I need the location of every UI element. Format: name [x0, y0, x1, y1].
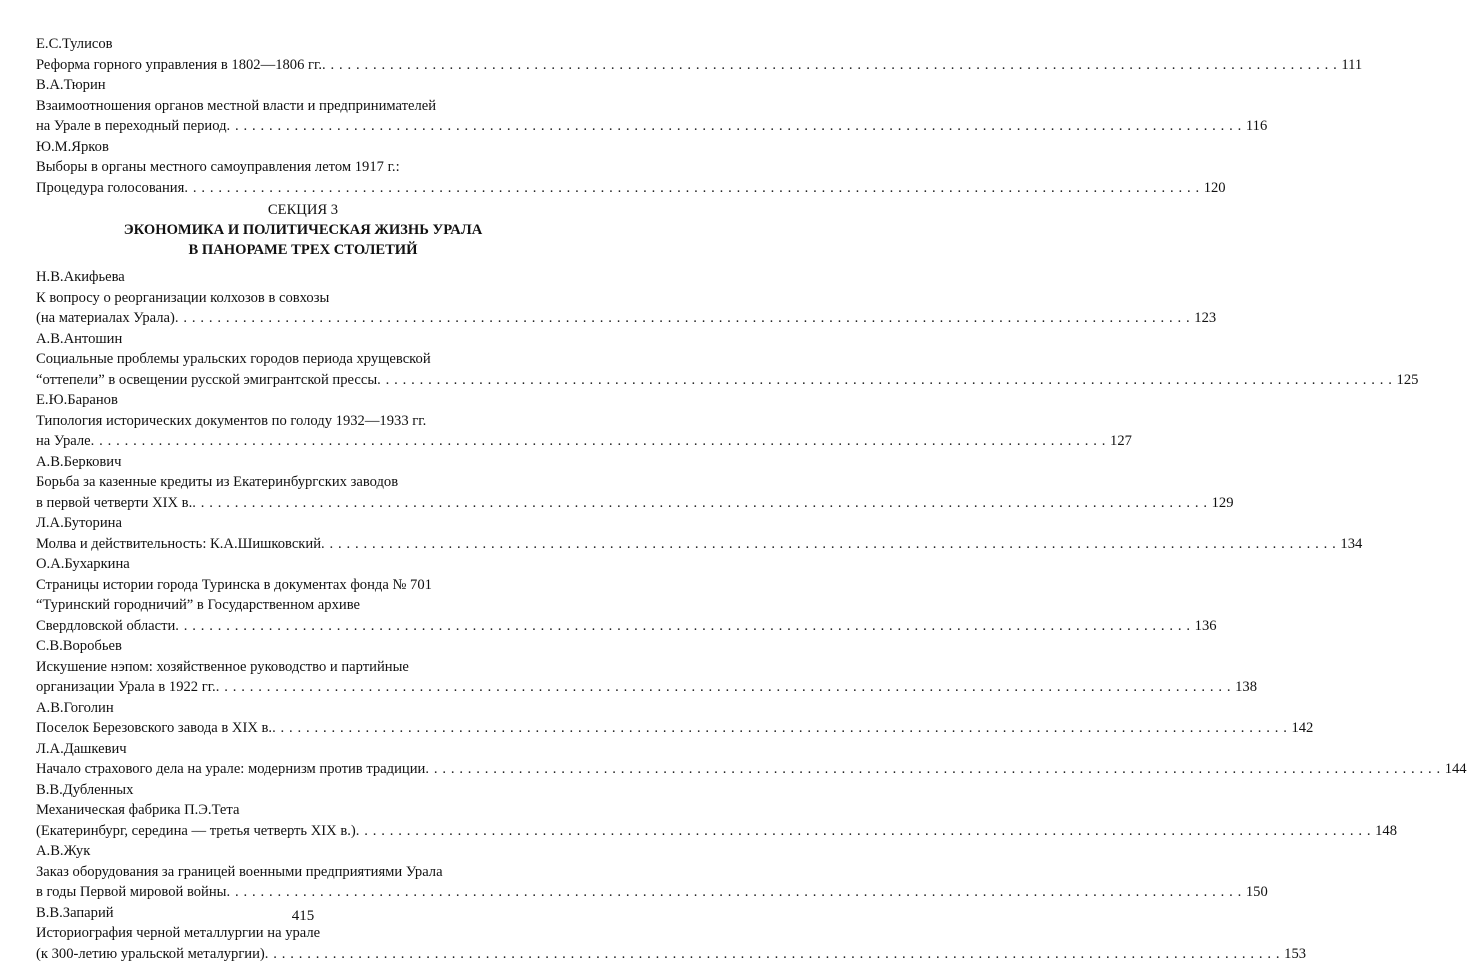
toc-entry-author: А.В.Жук [36, 841, 569, 862]
toc-entry-last-line [36, 882, 569, 903]
leader-dots: . . . . . . . . . . . . . . . . . . . . . . . . . . . . . . . . . . . . . . . . . . . . . . . . . . . . . . . . . . . . . . . . . . . . . . . . . . . . . . . . . . . . . . . . . . . . . . . . . . . . . . . . . . . . . . . . . . . . . . . . [175, 308, 1190, 329]
toc-entry-page-number: 111 [1337, 55, 1362, 76]
toc-entry-page-number: 134 [1336, 534, 1362, 555]
toc-entry-title-line: К вопросу о реорганизации колхозов в совхозы [36, 288, 569, 309]
leader-dots: . . . . . . . . . . . . . . . . . . . . . . . . . . . . . . . . . . . . . . . . . . . . . . . . . . . . . . . . . . . . . . . . . . . . . . . . . . . . . . . . . . . . . . . . . . . . . . . . . . . . . . . . . . . . . . . . . . . . . . . . [91, 431, 1106, 452]
toc-entry-page-number: 150 [1242, 882, 1268, 903]
toc-entry-author: Ю.М.Ярков [36, 137, 569, 158]
page-number: 415 [0, 906, 606, 927]
toc-entry-author: О.А.Бухаркина [36, 554, 569, 575]
toc-entry-author: Н.В.Акифьева [36, 267, 569, 288]
section-title-line-1: ЭКОНОМИКА И ПОЛИТИЧЕСКАЯ ЖИЗНЬ УРАЛА [0, 220, 606, 240]
toc-entry-last-line [36, 431, 569, 452]
leader-dots: . . . . . . . . . . . . . . . . . . . . . . . . . . . . . . . . . . . . . . . . . . . . . . . . . . . . . . . . . . . . . . . . . . . . . . . . . . . . . . . . . . . . . . . . . . . . . . . . . . . . . . . . . . . . . . . . . . . . . . . . [356, 821, 1371, 842]
leader-dots: . . . . . . . . . . . . . . . . . . . . . . . . . . . . . . . . . . . . . . . . . . . . . . . . . . . . . . . . . . . . . . . . . . . . . . . . . . . . . . . . . . . . . . . . . . . . . . . . . . . . . . . . . . . . . . . . . . . . . . . . [321, 534, 1336, 555]
toc-entry-author: А.В.Гоголин [36, 698, 569, 719]
toc-entry-title-line: Выборы в органы местного самоуправления летом 1917 г.: [36, 157, 569, 178]
toc-entry-title-line: Механическая фабрика П.Э.Тета [36, 800, 569, 821]
toc-entry-title-end: “оттепели” в освещении русской эмигрантской прессы [36, 370, 377, 391]
toc-entry-author: Е.С.Тулисов [36, 34, 569, 55]
toc-entry-page-number: 138 [1231, 677, 1257, 698]
toc-entry-author: Е.Ю.Баранов [36, 390, 569, 411]
toc-entry-last-line [36, 370, 569, 391]
toc-entry-last-line [36, 116, 569, 137]
toc-entry-title-end: на Урале [36, 431, 91, 452]
toc-entry [36, 698, 569, 739]
toc-entry-page-number: 142 [1287, 718, 1313, 739]
book-page [0, 0, 606, 960]
toc-entry-page-number: 127 [1106, 431, 1132, 452]
toc-entry [36, 452, 569, 514]
toc-entry-author: А.В.Беркович [36, 452, 569, 473]
toc-entry-page-number: 120 [1200, 178, 1226, 199]
toc-entry-last-line [36, 308, 569, 329]
toc-entry-title-line: Заказ оборудования за границей военными предприятиями Урала [36, 862, 569, 883]
leader-dots: . . . . . . . . . . . . . . . . . . . . . . . . . . . . . . . . . . . . . . . . . . . . . . . . . . . . . . . . . . . . . . . . . . . . . . . . . . . . . . . . . . . . . . . . . . . . . . . . . . . . . . . . . . . . . . . . . . . . . . . . [272, 718, 1287, 739]
leader-dots: . . . . . . . . . . . . . . . . . . . . . . . . . . . . . . . . . . . . . . . . . . . . . . . . . . . . . . . . . . . . . . . . . . . . . . . . . . . . . . . . . . . . . . . . . . . . . . . . . . . . . . . . . . . . . . . . . . . . . . . . [216, 677, 1231, 698]
toc-entry-title-line: Взаимоотношения органов местной власти и предпринимателей [36, 96, 569, 117]
toc-entry-last-line [36, 616, 569, 637]
toc-entry-title-line: Борьба за казенные кредиты из Екатеринбургских заводов [36, 472, 569, 493]
toc-entry-title-end: (Екатеринбург, середина — третья четверть XIX в.) [36, 821, 356, 842]
toc-entry-page-number: 116 [1242, 116, 1267, 137]
leader-dots: . . . . . . . . . . . . . . . . . . . . . . . . . . . . . . . . . . . . . . . . . . . . . . . . . . . . . . . . . . . . . . . . . . . . . . . . . . . . . . . . . . . . . . . . . . . . . . . . . . . . . . . . . . . . . . . . . . . . . . . . [425, 759, 1440, 780]
toc-entry [36, 75, 569, 137]
toc-entry-last-line [36, 944, 569, 964]
toc-entry-page-number: 125 [1393, 370, 1419, 391]
toc-entry-title-end: в первой четверти XIX в. [36, 493, 192, 514]
toc-entry-author: Л.А.Буторина [36, 513, 569, 534]
toc-entry-title-end: Реформа горного управления в 1802—1806 гг. [36, 55, 322, 76]
toc-entry-author: А.В.Антошин [36, 329, 569, 350]
leader-dots: . . . . . . . . . . . . . . . . . . . . . . . . . . . . . . . . . . . . . . . . . . . . . . . . . . . . . . . . . . . . . . . . . . . . . . . . . . . . . . . . . . . . . . . . . . . . . . . . . . . . . . . . . . . . . . . . . . . . . . . . [265, 944, 1280, 964]
leader-dots: . . . . . . . . . . . . . . . . . . . . . . . . . . . . . . . . . . . . . . . . . . . . . . . . . . . . . . . . . . . . . . . . . . . . . . . . . . . . . . . . . . . . . . . . . . . . . . . . . . . . . . . . . . . . . . . . . . . . . . . . [192, 493, 1207, 514]
toc-entry-title-end: (на материалах Урала) [36, 308, 175, 329]
toc-entry [36, 739, 569, 780]
toc-entry-title-line: Искушение нэпом: хозяйственное руководство и партийные [36, 657, 569, 678]
toc-entry-title-end: Процедура голосования [36, 178, 184, 199]
toc-entry-title-end: Свердловской области [36, 616, 175, 637]
leader-dots: . . . . . . . . . . . . . . . . . . . . . . . . . . . . . . . . . . . . . . . . . . . . . . . . . . . . . . . . . . . . . . . . . . . . . . . . . . . . . . . . . . . . . . . . . . . . . . . . . . . . . . . . . . . . . . . . . . . . . . . . [175, 616, 1190, 637]
section-number: СЕКЦИЯ 3 [0, 200, 606, 220]
toc-entry-page-number: 148 [1371, 821, 1397, 842]
toc-entry-title-line: Типология исторических документов по голоду 1932—1933 гг. [36, 411, 569, 432]
leader-dots: . . . . . . . . . . . . . . . . . . . . . . . . . . . . . . . . . . . . . . . . . . . . . . . . . . . . . . . . . . . . . . . . . . . . . . . . . . . . . . . . . . . . . . . . . . . . . . . . . . . . . . . . . . . . . . . . . . . . . . . . [227, 116, 1242, 137]
toc-entry-author: В.А.Тюрин [36, 75, 569, 96]
toc-entry [36, 329, 569, 391]
toc-entry-title-end: на Урале в переходный период [36, 116, 227, 137]
toc-entry-title-end: в годы Первой мировой войны [36, 882, 226, 903]
toc-entry-last-line [36, 677, 569, 698]
toc-entry-last-line [36, 534, 569, 555]
toc-entry [36, 554, 569, 636]
toc-entry-last-line [36, 493, 569, 514]
toc-entry-title-end: организации Урала в 1922 гг. [36, 677, 216, 698]
toc-entry-title-end: Молва и действительность: К.А.Шишковский [36, 534, 321, 555]
toc-entry-title-line: “Туринский городничий” в Государственном архиве [36, 595, 569, 616]
toc-entry-author: В.В.Дубленных [36, 780, 569, 801]
toc-entry-page-number: 136 [1191, 616, 1217, 637]
toc-entry [36, 841, 569, 903]
toc-entry [36, 34, 569, 75]
toc-entry-page-number: 144 [1441, 759, 1467, 780]
toc-entry-page-number: 129 [1208, 493, 1234, 514]
leader-dots: . . . . . . . . . . . . . . . . . . . . . . . . . . . . . . . . . . . . . . . . . . . . . . . . . . . . . . . . . . . . . . . . . . . . . . . . . . . . . . . . . . . . . . . . . . . . . . . . . . . . . . . . . . . . . . . . . . . . . . . . [322, 55, 1337, 76]
toc-entry-last-line [36, 178, 569, 199]
leader-dots: . . . . . . . . . . . . . . . . . . . . . . . . . . . . . . . . . . . . . . . . . . . . . . . . . . . . . . . . . . . . . . . . . . . . . . . . . . . . . . . . . . . . . . . . . . . . . . . . . . . . . . . . . . . . . . . . . . . . . . . . [377, 370, 1392, 391]
toc-entry-title-end: (к 300-летию уральской металургии) [36, 944, 265, 964]
toc-entry-title-line: Историография черной металлургии на урале [36, 923, 569, 944]
toc-entry [36, 513, 569, 554]
section-title-line-2: В ПАНОРАМЕ ТРЕХ СТОЛЕТИЙ [0, 240, 606, 260]
toc-entry [36, 267, 569, 329]
toc-entry-title-end: Поселок Березовского завода в XIX в. [36, 718, 272, 739]
toc-entry [36, 390, 569, 452]
toc-entry-page-number: 153 [1280, 944, 1306, 964]
toc-entry-last-line [36, 718, 569, 739]
section-heading [0, 200, 606, 260]
toc-entry [36, 137, 569, 199]
toc-entry-title-end: Начало страхового дела на урале: модернизм против традиции [36, 759, 425, 780]
toc-entry-page-number: 123 [1190, 308, 1216, 329]
toc-entry [36, 780, 569, 842]
leader-dots: . . . . . . . . . . . . . . . . . . . . . . . . . . . . . . . . . . . . . . . . . . . . . . . . . . . . . . . . . . . . . . . . . . . . . . . . . . . . . . . . . . . . . . . . . . . . . . . . . . . . . . . . . . . . . . . . . . . . . . . . [184, 178, 1199, 199]
toc-entry-last-line [36, 759, 569, 780]
toc-entry [36, 636, 569, 698]
toc-entry-title-line: Социальные проблемы уральских городов периода хрущевской [36, 349, 569, 370]
toc-entry-author: Л.А.Дашкевич [36, 739, 569, 760]
toc-entry-author: С.В.Воробьев [36, 636, 569, 657]
leader-dots: . . . . . . . . . . . . . . . . . . . . . . . . . . . . . . . . . . . . . . . . . . . . . . . . . . . . . . . . . . . . . . . . . . . . . . . . . . . . . . . . . . . . . . . . . . . . . . . . . . . . . . . . . . . . . . . . . . . . . . . . [226, 882, 1241, 903]
toc-entry-last-line [36, 821, 569, 842]
toc-entry-last-line [36, 55, 569, 76]
toc-entry-author: В.В.Запарий [36, 903, 569, 924]
toc-entry-title-line: Страницы истории города Туринска в документах фонда № 701 [36, 575, 569, 596]
